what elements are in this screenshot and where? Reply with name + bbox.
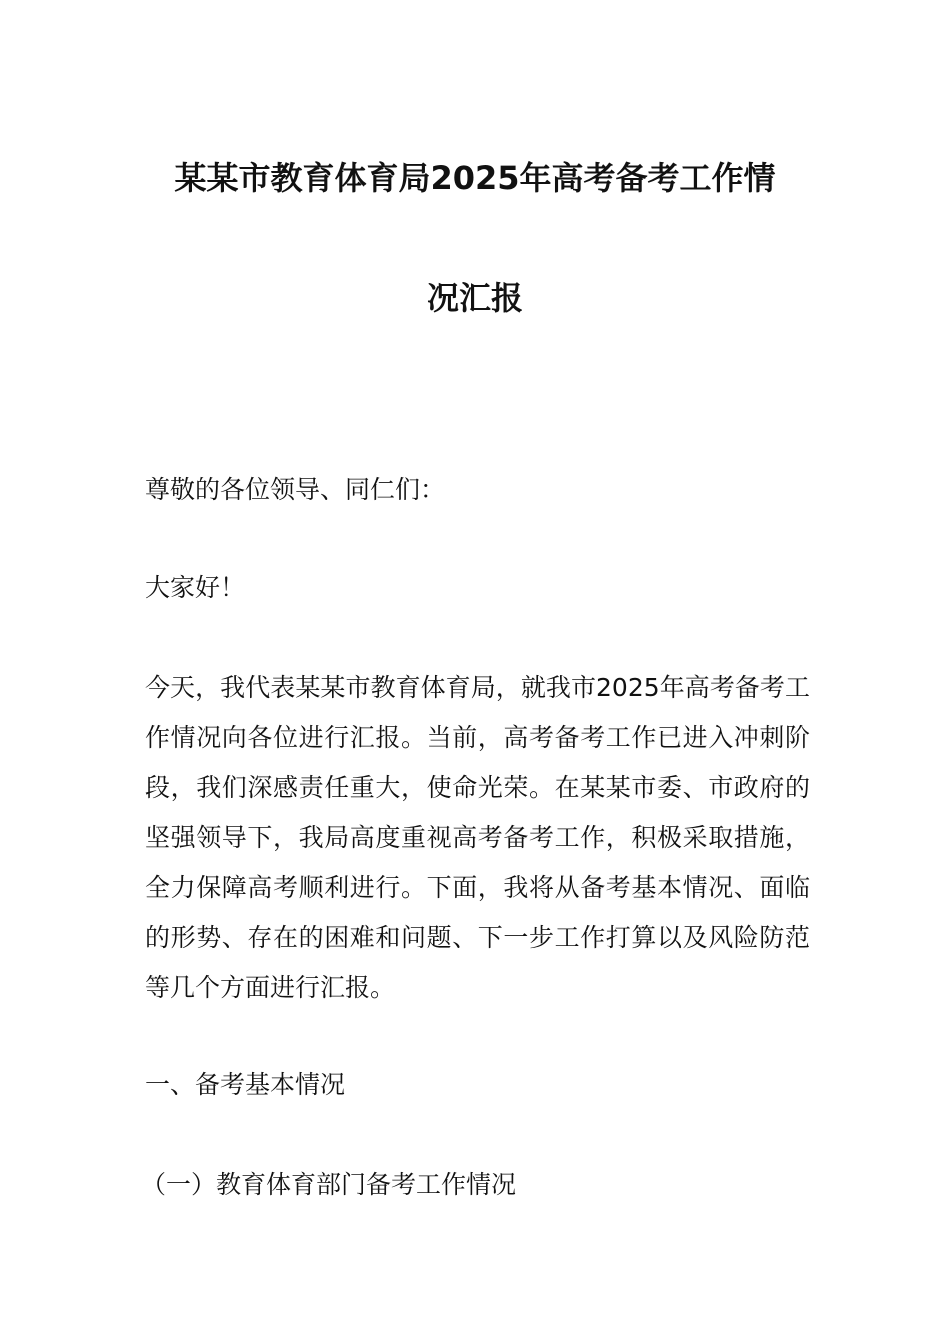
subsection-heading-1-1: （一）教育体育部门备考工作情况 <box>141 1170 517 1199</box>
greeting: 大家好！ <box>145 573 246 602</box>
salutation: 尊敬的各位领导、同仁们： <box>145 475 446 504</box>
intro-paragraph: 今天，我代表某某市教育体育局，就我市2025年高考备考工作情况向各位进行汇报。当前，高考备考工作已进入冲刺阶段，我们深感责任重大，使命光荣。在某某市委、市政府的坚强领导下，我局高度重视高考备考工作，积极采取措施，全力保障高考顺利进行。下面，我将从备考基本情况、面临的形势、存在的困难和问题、下一步工作打算以及风险防范等几个方面进行汇报。 <box>145 673 810 1002</box>
document-title-line-1: 某某市教育体育局2025年高考备考工作情 <box>174 159 776 197</box>
document-title-line-2: 况汇报 <box>426 279 523 317</box>
section-heading-1: 一、备考基本情况 <box>145 1070 346 1099</box>
